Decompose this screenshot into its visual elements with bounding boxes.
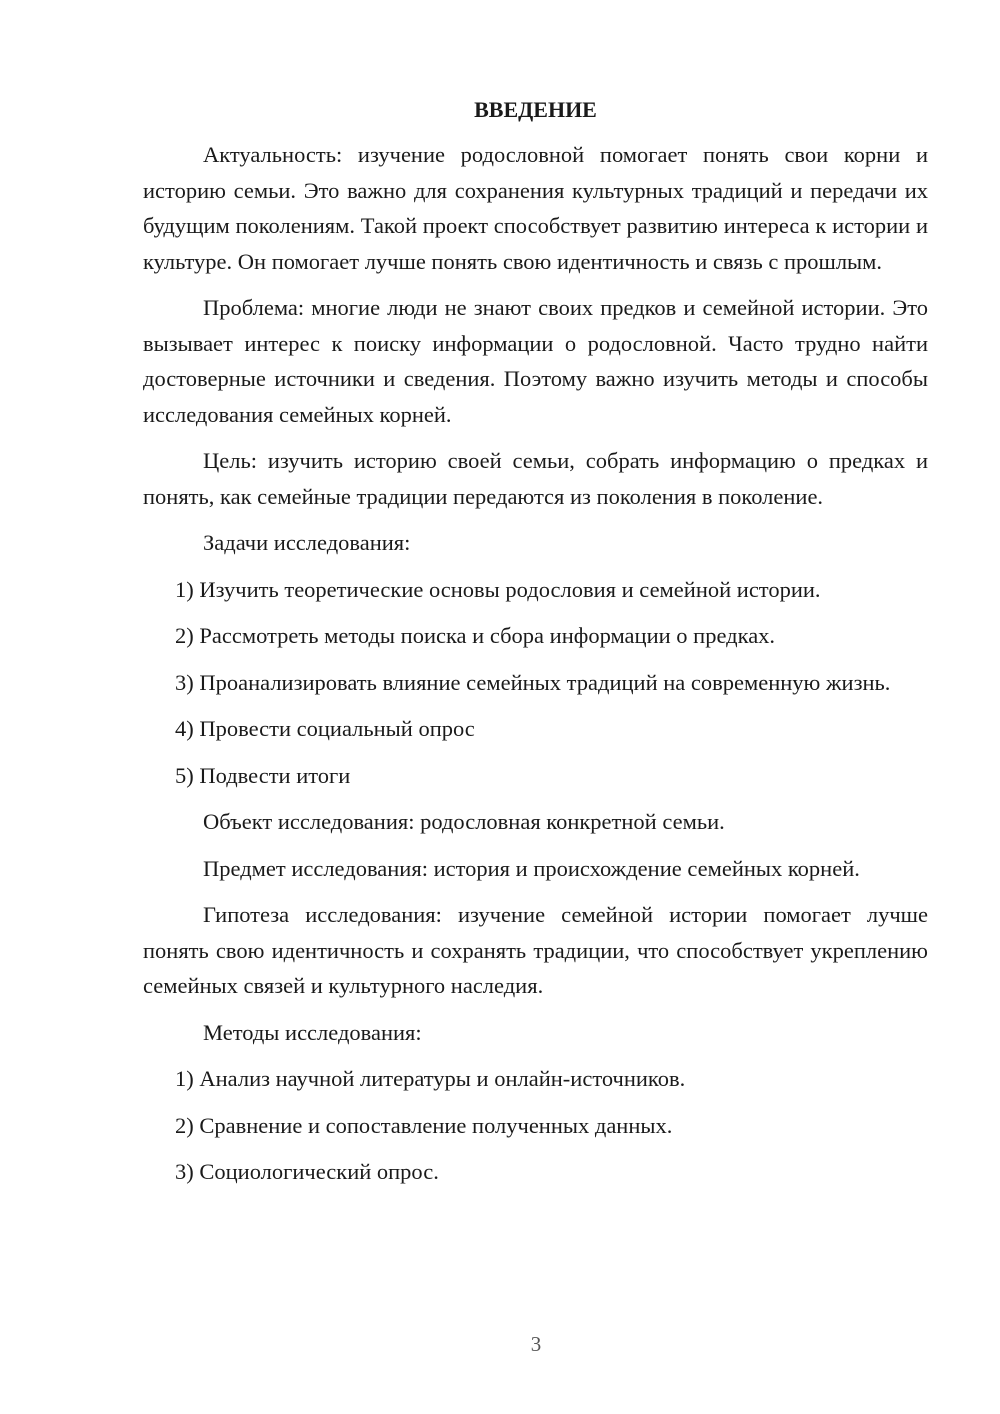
methods-heading: Методы исследования:	[203, 1019, 422, 1045]
subject-paragraph: Предмет исследования: история и происхождение семейных корней.	[203, 855, 860, 881]
goal-paragraph: Цель: изучить историю своей семьи, собрать информацию о предках и понять, как семейные традиции передаются из поколения в поколение.	[143, 448, 928, 509]
hypothesis-paragraph: Гипотеза исследования: изучение семейной истории помогает лучше понять свою идентичность и сохранять традиции, что способствует укреплению семейных связей и культурного наследия.	[143, 902, 928, 998]
task-item: 2) Рассмотреть методы поиска и сбора информации о предках.	[175, 623, 776, 648]
method-item: 3) Социологический опрос.	[175, 1159, 439, 1184]
document-page	[143, 95, 928, 1201]
problem-paragraph: Проблема: многие люди не знают своих предков и семейной истории. Это вызывает интерес к поиску информации о родословной. Часто трудно найти достоверные источники и сведения. Поэтому важно изучить методы и способы исследования семейных корней.	[143, 295, 928, 427]
tasks-heading: Задачи исследования:	[203, 530, 411, 555]
task-item: 3) Проанализировать влияние семейных традиций на современную жизнь.	[175, 669, 891, 695]
task-item: 5) Подвести итоги	[175, 762, 351, 788]
task-item: 1) Изучить теоретические основы родословия и семейной истории.	[175, 576, 821, 602]
page-number: 3	[530, 1332, 542, 1356]
section-title: ВВЕДЕНИЕ	[474, 97, 597, 122]
relevance-paragraph: Актуальность: изучение родословной помогает понять свои корни и историю семьи. Это важно для сохранения культурных традиций и передачи их будущим поколениям. Такой проект способствует развитию интереса к истории и культуре. Он помогает лучше понять свою идентичность и связь с прошлым.	[143, 142, 928, 274]
object-paragraph: Объект исследования: родословная конкретной семьи.	[203, 809, 725, 834]
task-item: 4) Провести социальный опрос	[175, 716, 475, 741]
method-item: 2) Сравнение и сопоставление полученных данных.	[175, 1112, 673, 1138]
method-item: 1) Анализ научной литературы и онлайн-источников.	[175, 1066, 686, 1091]
